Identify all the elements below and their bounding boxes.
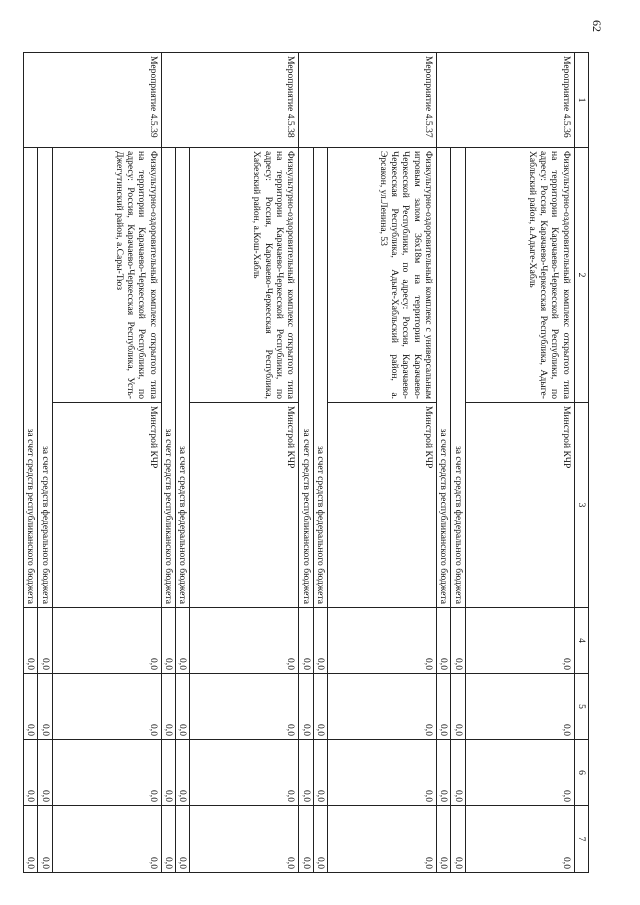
value-cell: 0,0 bbox=[465, 806, 574, 873]
header-col-3: 3 bbox=[574, 403, 588, 608]
value-cell: 0,0 bbox=[437, 740, 451, 806]
table-row bbox=[24, 53, 38, 873]
value-cell: 0,0 bbox=[328, 608, 437, 674]
value-cell: 0,0 bbox=[190, 740, 299, 806]
table-row bbox=[190, 53, 299, 873]
event-executor: Минстрой КЧР bbox=[52, 403, 161, 608]
table-row bbox=[38, 53, 52, 873]
table-row bbox=[176, 53, 190, 873]
value-cell: 0,0 bbox=[465, 674, 574, 740]
value-cell: 0,0 bbox=[313, 608, 327, 674]
value-cell: 0,0 bbox=[176, 740, 190, 806]
table-row bbox=[52, 53, 161, 873]
value-cell: 0,0 bbox=[38, 740, 52, 806]
value-cell: 0,0 bbox=[24, 608, 38, 674]
event-executor: Минстрой КЧР bbox=[190, 403, 299, 608]
value-cell: 0,0 bbox=[176, 674, 190, 740]
funding-source: за счет средств федерального бюджета bbox=[176, 148, 190, 608]
value-cell: 0,0 bbox=[190, 806, 299, 873]
value-cell: 0,0 bbox=[313, 740, 327, 806]
event-id: Мероприятие 4.5.38 bbox=[161, 53, 299, 148]
funding-source: за счет средств федерального бюджета bbox=[38, 148, 52, 608]
value-cell: 0,0 bbox=[451, 806, 465, 873]
value-cell: 0,0 bbox=[52, 674, 161, 740]
value-cell: 0,0 bbox=[24, 674, 38, 740]
event-description: Физкультурно-оздоровительный комплекс открытого типа на территории Карачаево-Черкесской Республики, по адресу: Россия, Карачаево-Черкесская Республика, Усть-Джегутинский район, а.Сары-Тюз bbox=[52, 148, 161, 403]
funding-source: за счет средств республиканского бюджета bbox=[299, 148, 313, 608]
event-description: Физкультурно-оздоровительный комплекс с универсальным игровым залом 36х18м на территории Карачаево-Черкесской Республики, по адресу: Россия, Карачаево-Черкесская Республика, Адыге-Хабльский район, а. Эрсакон, ул.Ленина, 53 bbox=[328, 148, 437, 403]
value-cell: 0,0 bbox=[24, 740, 38, 806]
value-cell: 0,0 bbox=[313, 806, 327, 873]
value-cell: 0,0 bbox=[52, 608, 161, 674]
event-executor: Минстрой КЧР bbox=[465, 403, 574, 608]
value-cell: 0,0 bbox=[328, 806, 437, 873]
value-cell: 0,0 bbox=[465, 740, 574, 806]
value-cell: 0,0 bbox=[299, 740, 313, 806]
funding-source: за счет средств республиканского бюджета bbox=[161, 148, 175, 608]
value-cell: 0,0 bbox=[437, 806, 451, 873]
table-row bbox=[465, 53, 574, 873]
event-id: Мероприятие 4.5.36 bbox=[437, 53, 575, 148]
value-cell: 0,0 bbox=[52, 806, 161, 873]
rotated-table-wrapper bbox=[23, 52, 589, 872]
value-cell: 0,0 bbox=[437, 608, 451, 674]
header-col-2: 2 bbox=[574, 148, 588, 403]
header-col-1: 1 bbox=[574, 53, 588, 148]
funding-source: за счет средств федерального бюджета bbox=[313, 148, 327, 608]
header-col-5: 5 bbox=[574, 674, 588, 740]
budget-table bbox=[23, 52, 589, 873]
event-id: Мероприятие 4.5.39 bbox=[24, 53, 162, 148]
value-cell: 0,0 bbox=[38, 608, 52, 674]
table-row bbox=[437, 53, 451, 873]
value-cell: 0,0 bbox=[190, 674, 299, 740]
header-col-7: 7 bbox=[574, 806, 588, 873]
table-row bbox=[313, 53, 327, 873]
value-cell: 0,0 bbox=[437, 674, 451, 740]
table-row bbox=[161, 53, 175, 873]
value-cell: 0,0 bbox=[328, 740, 437, 806]
table-row bbox=[451, 53, 465, 873]
value-cell: 0,0 bbox=[313, 674, 327, 740]
value-cell: 0,0 bbox=[24, 806, 38, 873]
funding-source: за счет средств республиканского бюджета bbox=[24, 148, 38, 608]
header-row bbox=[574, 53, 588, 873]
value-cell: 0,0 bbox=[451, 674, 465, 740]
funding-source: за счет средств федерального бюджета bbox=[451, 148, 465, 608]
event-id: Мероприятие 4.5.37 bbox=[299, 53, 437, 148]
value-cell: 0,0 bbox=[465, 608, 574, 674]
value-cell: 0,0 bbox=[451, 608, 465, 674]
value-cell: 0,0 bbox=[161, 740, 175, 806]
value-cell: 0,0 bbox=[176, 806, 190, 873]
value-cell: 0,0 bbox=[299, 806, 313, 873]
value-cell: 0,0 bbox=[161, 674, 175, 740]
funding-source: за счет средств республиканского бюджета bbox=[437, 148, 451, 608]
value-cell: 0,0 bbox=[451, 740, 465, 806]
event-description: Физкультурно-оздоровительный комплекс открытого типа на территории Карачаево-Черкесской Республики, по адресу: Россия, Карачаево-Черкесская Республика, Хабезский район, а.Кош-Хабль bbox=[190, 148, 299, 403]
value-cell: 0,0 bbox=[161, 608, 175, 674]
event-description: Физкультурно-оздоровительный комплекс открытого типа на территории Карачаево-Черкесской Республики, по адресу: Россия, Карачаево-Черкесская Республика, Адыге-Хабльский район, а.Адыге-Хабль bbox=[465, 148, 574, 403]
value-cell: 0,0 bbox=[38, 806, 52, 873]
value-cell: 0,0 bbox=[328, 674, 437, 740]
value-cell: 0,0 bbox=[176, 608, 190, 674]
value-cell: 0,0 bbox=[38, 674, 52, 740]
value-cell: 0,0 bbox=[190, 608, 299, 674]
table-row bbox=[328, 53, 437, 873]
value-cell: 0,0 bbox=[299, 608, 313, 674]
value-cell: 0,0 bbox=[299, 674, 313, 740]
table-row bbox=[299, 53, 313, 873]
event-executor: Минстрой КЧР bbox=[328, 403, 437, 608]
page-number: 62 bbox=[590, 20, 604, 32]
header-col-4: 4 bbox=[574, 608, 588, 674]
header-col-6: 6 bbox=[574, 740, 588, 806]
value-cell: 0,0 bbox=[52, 740, 161, 806]
value-cell: 0,0 bbox=[161, 806, 175, 873]
